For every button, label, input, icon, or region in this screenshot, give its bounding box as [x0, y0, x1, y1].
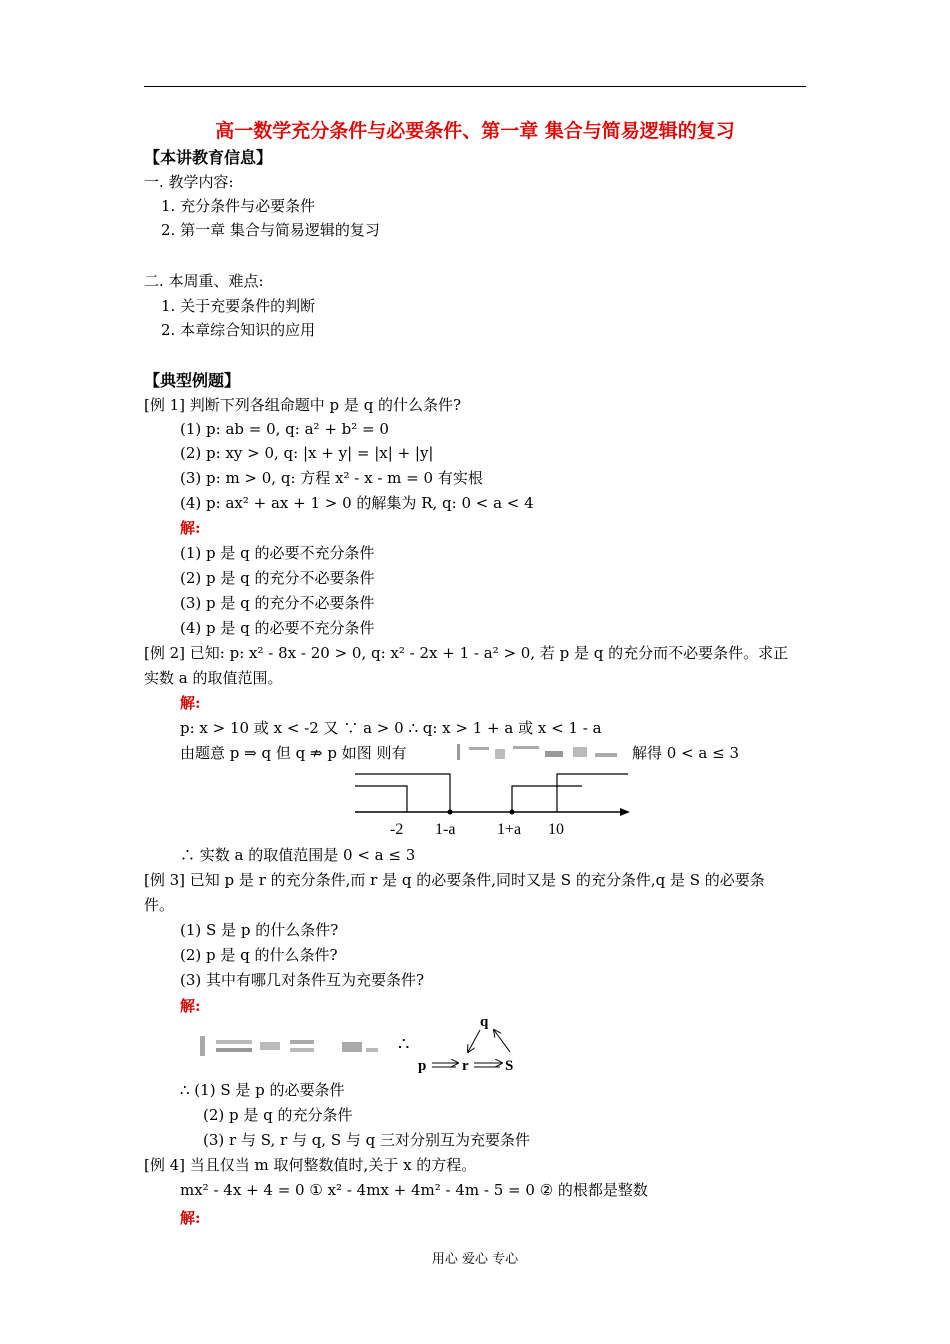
example-3-item: (3) 其中有哪几对条件互为充要条件?	[180, 971, 425, 989]
section-1-item: 2. 第一章 集合与简易逻辑的复习	[161, 221, 380, 239]
example-3-item: (2) p 是 q 的什么条件?	[180, 946, 338, 964]
example-2-stem: [例 2] 已知: p: x² - 8x - 20 > 0, q: x² - 2x + 1 - a² > 0, 若 p 是 q 的充分而不必要条件。求正	[144, 644, 789, 662]
example-1-answer: (1) p 是 q 的必要不充分条件	[180, 544, 375, 562]
example-2-solution-label: 解:	[180, 694, 201, 712]
region-p-right	[557, 774, 628, 812]
garbled-formula-image	[198, 1034, 388, 1058]
region-q-right	[512, 786, 582, 812]
example-3-stem-cont: 件。	[144, 896, 175, 914]
region-p-left	[355, 774, 450, 812]
example-1-stem: [例 1] 判断下列各组命题中 p 是 q 的什么条件?	[144, 396, 462, 414]
page-title: 高一数学充分条件与必要条件、第一章 集合与简易逻辑的复习	[215, 120, 735, 142]
garbled-inequality-image	[455, 741, 625, 763]
node-q: q	[480, 1014, 489, 1030]
section-1-heading: 一. 教学内容:	[144, 173, 234, 191]
example-4-stem: [例 4] 当且仅当 m 取何整数值时,关于 x 的方程。	[144, 1156, 477, 1174]
tick-label: 1+a	[497, 821, 522, 838]
number-line-diagram	[350, 770, 640, 840]
tick-label: -2	[390, 821, 404, 838]
example-1-item: (4) p: ax² + ax + 1 > 0 的解集为 R, q: 0 < a < 4	[180, 494, 534, 512]
example-1-item: (1) p: ab = 0, q: a² + b² = 0	[180, 420, 389, 438]
example-3-solution-label: 解:	[180, 997, 201, 1015]
header-rule	[144, 86, 806, 87]
therefore-symbol: ∴	[398, 1034, 410, 1055]
example-4-solution-label: 解:	[180, 1209, 201, 1227]
node-r: r	[462, 1058, 469, 1074]
example-1-item: (3) p: m > 0, q: 方程 x² - x - m = 0 有实根	[180, 469, 483, 487]
region-q-left	[355, 786, 407, 812]
example-2-line-2a: 由题意 p ⇒ q 但 q ⇏ p 如图 则有	[180, 744, 407, 762]
examples-header: 【典型例题】	[144, 371, 241, 390]
point-1-plus-a	[510, 810, 515, 815]
example-3-answer: ∴ (1) S 是 p 的必要条件	[180, 1081, 345, 1099]
example-4-equations: mx² - 4x + 4 = 0 ① x² - 4mx + 4m² - 4m - 5 = 0 ② 的根都是整数	[180, 1181, 648, 1199]
section-1-item: 1. 充分条件与必要条件	[161, 197, 316, 215]
section-2-item: 2. 本章综合知识的应用	[161, 321, 316, 339]
arrow-q-r	[468, 1030, 480, 1052]
example-1-item: (2) p: xy > 0, q: |x + y| = |x| + |y|	[180, 444, 434, 462]
node-p: p	[418, 1058, 427, 1074]
arrow-s-q	[494, 1030, 510, 1052]
example-3-item: (1) S 是 p 的什么条件?	[180, 921, 339, 939]
section-2-item: 1. 关于充要条件的判断	[161, 297, 316, 315]
implication-diagram	[410, 1008, 540, 1076]
example-1-answer: (3) p 是 q 的充分不必要条件	[180, 594, 375, 612]
info-header: 【本讲教育信息】	[144, 148, 273, 167]
example-3-stem: [例 3] 已知 p 是 r 的充分条件,而 r 是 q 的必要条件,同时又是 S 的充分条件,q 是 S 的必要条	[144, 871, 765, 889]
section-2-heading: 二. 本周重、难点:	[144, 272, 264, 290]
example-2-stem-cont: 实数 a 的取值范围。	[144, 669, 283, 687]
example-3-answer: (3) r 与 S, r 与 q, S 与 q 三对分别互为充要条件	[203, 1131, 531, 1149]
tick-label: 10	[548, 821, 564, 838]
example-2-line-1: p: x > 10 或 x < -2 又 ∵ a > 0 ∴ q: x > 1 + a 或 x < 1 - a	[180, 719, 602, 737]
example-1-answer: (2) p 是 q 的充分不必要条件	[180, 569, 375, 587]
page-footer: 用心 爱心 专心	[431, 1252, 519, 1267]
example-3-answer: (2) p 是 q 的充分条件	[203, 1106, 353, 1124]
tick-label: 1-a	[435, 821, 456, 838]
node-s: S	[505, 1058, 514, 1074]
example-2-line-2b: 解得 0 < a ≤ 3	[632, 744, 740, 762]
example-1-answer: (4) p 是 q 的必要不充分条件	[180, 619, 375, 637]
point-1-minus-a	[448, 810, 453, 815]
axis-arrowhead	[620, 808, 630, 816]
example-2-conclusion: ∴ 实数 a 的取值范围是 0 < a ≤ 3	[180, 846, 416, 864]
example-1-solution-label: 解:	[180, 519, 201, 537]
